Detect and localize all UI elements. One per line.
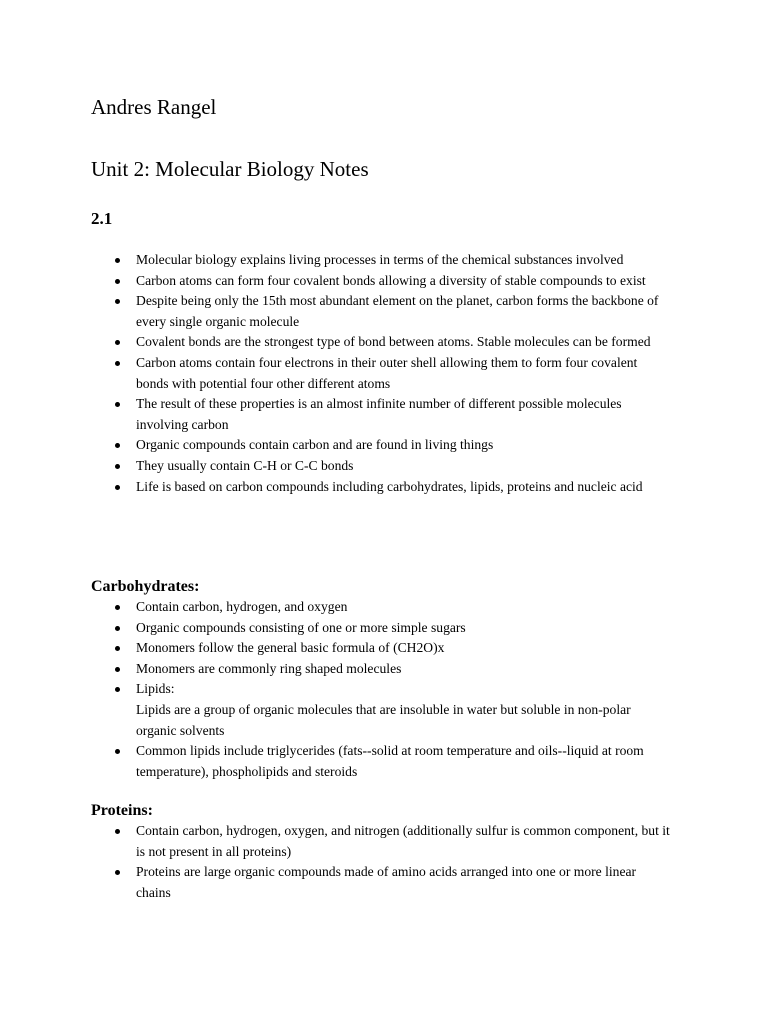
bullet-icon	[115, 829, 120, 834]
bullet-icon	[115, 361, 120, 366]
list-item: The result of these properties is an almost infinite number of different possible molecules involving carbon	[91, 394, 671, 435]
bullet-icon	[115, 646, 120, 651]
bullet-icon	[115, 402, 120, 407]
list-item: Carbon atoms contain four electrons in their outer shell allowing them to form four covalent bonds with potential four other different atoms	[91, 353, 671, 394]
bullet-icon	[115, 485, 120, 490]
list-item: Monomers are commonly ring shaped molecules	[91, 659, 671, 680]
bullet-icon	[115, 443, 120, 448]
bullet-icon	[115, 749, 120, 754]
bullet-icon	[115, 687, 120, 692]
bullet-icon	[115, 340, 120, 345]
list-item: Organic compounds consisting of one or more simple sugars	[91, 618, 671, 639]
list-item: Proteins are large organic compounds made of amino acids arranged into one or more linear chains	[91, 862, 671, 903]
proteins-bullet-list	[91, 821, 671, 903]
list-item: Contain carbon, hydrogen, and oxygen	[91, 597, 671, 618]
bullet-icon	[115, 667, 120, 672]
proteins-heading: Proteins:	[91, 802, 153, 819]
carbohydrates-bullet-list	[91, 597, 671, 782]
bullet-icon	[115, 464, 120, 469]
section-number: 2.1	[91, 209, 113, 228]
lipids-detail: Lipids are a group of organic molecules that are insoluble in water but soluble in non-polar organic solvents	[136, 701, 631, 738]
bullet-icon	[115, 626, 120, 631]
bullet-icon	[115, 258, 120, 263]
author-name: Andres Rangel	[91, 95, 217, 119]
list-item: Despite being only the 15th most abundant element on the planet, carbon forms the backbone of every single organic molecule	[91, 291, 671, 332]
bullet-icon	[115, 299, 120, 304]
list-item: Common lipids include triglycerides (fats--solid at room temperature and oils--liquid at room temperature), phospholipids and steroids	[91, 741, 671, 782]
bullet-icon	[115, 279, 120, 284]
list-item: They usually contain C-H or C-C bonds	[91, 456, 671, 477]
list-item: Monomers follow the general basic formula of (CH2O)x	[91, 638, 671, 659]
bullet-icon	[115, 605, 120, 610]
list-item: Covalent bonds are the strongest type of bond between atoms. Stable molecules can be formed	[91, 332, 671, 353]
list-item: Lipids: Lipids are a group of organic molecules that are insoluble in water but soluble in non-polar organic solvents	[91, 679, 671, 741]
section-bullet-list	[91, 250, 671, 497]
list-item: Contain carbon, hydrogen, oxygen, and nitrogen (additionally sulfur is common component, but it is not present in all proteins)	[91, 821, 671, 862]
document-title: Unit 2: Molecular Biology Notes	[91, 157, 369, 181]
list-item: Carbon atoms can form four covalent bonds allowing a diversity of stable compounds to exist	[91, 271, 671, 292]
list-item: Life is based on carbon compounds including carbohydrates, lipids, proteins and nucleic acid	[91, 477, 671, 498]
list-item: Organic compounds contain carbon and are found in living things	[91, 435, 671, 456]
carbohydrates-heading: Carbohydrates:	[91, 578, 200, 595]
bullet-icon	[115, 870, 120, 875]
list-item: Molecular biology explains living processes in terms of the chemical substances involved	[91, 250, 671, 271]
